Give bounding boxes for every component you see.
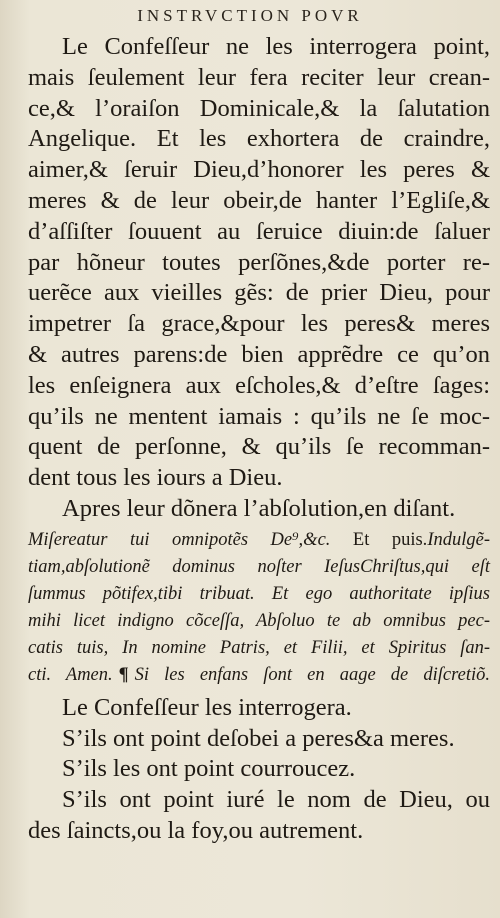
running-head: INSTRVCTION POVR	[137, 6, 363, 25]
question-line: Le Confeſſeur les interrogera.	[62, 693, 352, 721]
latin-line: catis tuis, In nomine Patris, et Filii, et Spiritus ſan-	[28, 637, 490, 658]
latin-text: cti. Amen.	[28, 664, 113, 685]
text-line: qu’ils ne mentent iamais : qu’ils ne ſe moc-	[28, 402, 490, 430]
latin-line: tiam,abſolutionẽ dominus noſter IeſusChriſtus,qui eſt	[28, 556, 490, 577]
question-line: S’ils les ont point courroucez.	[62, 755, 356, 783]
rubric-text: Et puis.	[330, 529, 428, 550]
text-line: mais ſeulement leur fera reciter leur crean-	[28, 63, 490, 91]
question-line: des ſaincts,ou la foy,ou autrement.	[28, 816, 364, 844]
text-line: dent tous les iours a Dieu.	[28, 464, 283, 492]
pilcrow-mark: ¶	[118, 664, 129, 685]
body-text	[28, 32, 490, 847]
latin-text: Indulgẽ-	[427, 529, 490, 550]
text-line: ce,& l’oraiſon Dominicale,& la ſalutation	[28, 94, 490, 122]
paragraph-exhortation	[28, 32, 490, 494]
latin-line	[28, 527, 490, 554]
text-line: par hõneur toutes perſõnes,&de porter re-	[28, 248, 490, 276]
text-line: Le Confeſſeur ne les interrogera point,	[62, 33, 490, 60]
question-line: S’ils ont point iuré le nom de Dieu, ou	[62, 786, 490, 814]
rubric-text: Si les enfans ſont en aage de diſcretiõ.	[134, 664, 491, 685]
questions-section	[28, 693, 490, 847]
question-line: S’ils ont point deſobei a peres&a meres.	[62, 724, 455, 752]
latin-line	[28, 662, 490, 689]
text-line: uerẽce aux vieilles gẽs: de prier Dieu, pour	[28, 279, 490, 307]
latin-line: mihi licet indigno cõceſſa, Abſoluo te ab omnibus pec-	[28, 610, 490, 631]
text-line: les enſeignera aux eſcholes,& d’eſtre ſages:	[28, 371, 490, 399]
text-line: aimer,& ſeruir Dieu,d’honorer les peres &	[28, 156, 490, 184]
latin-absolution-formula	[28, 527, 490, 689]
text-line: d’aſſiſter ſouuent au ſeruice diuin:de ſaluer	[28, 217, 490, 245]
absolution-intro: Apres leur dõnera l’abſolution,en diſant.	[62, 494, 456, 522]
text-line: impetrer ſa grace,&pour les peres& meres	[28, 310, 490, 338]
latin-text: Miſereatur tui omnipotẽs De⁹,&c.	[28, 529, 331, 550]
text-line: quent de perſonne, & qu’ils ſe recomman-	[28, 433, 490, 461]
latin-line: ſummus põtifex,tibi tribuat. Et ego authoritate ipſius	[28, 583, 490, 604]
text-line: meres & de leur obeir,de hanter l’Egliſe,&	[28, 186, 490, 214]
text-line: Angelique. Et les exhortera de craindre,	[28, 125, 490, 153]
text-line: & autres parens:de bien apprẽdre ce qu’on	[28, 340, 490, 368]
